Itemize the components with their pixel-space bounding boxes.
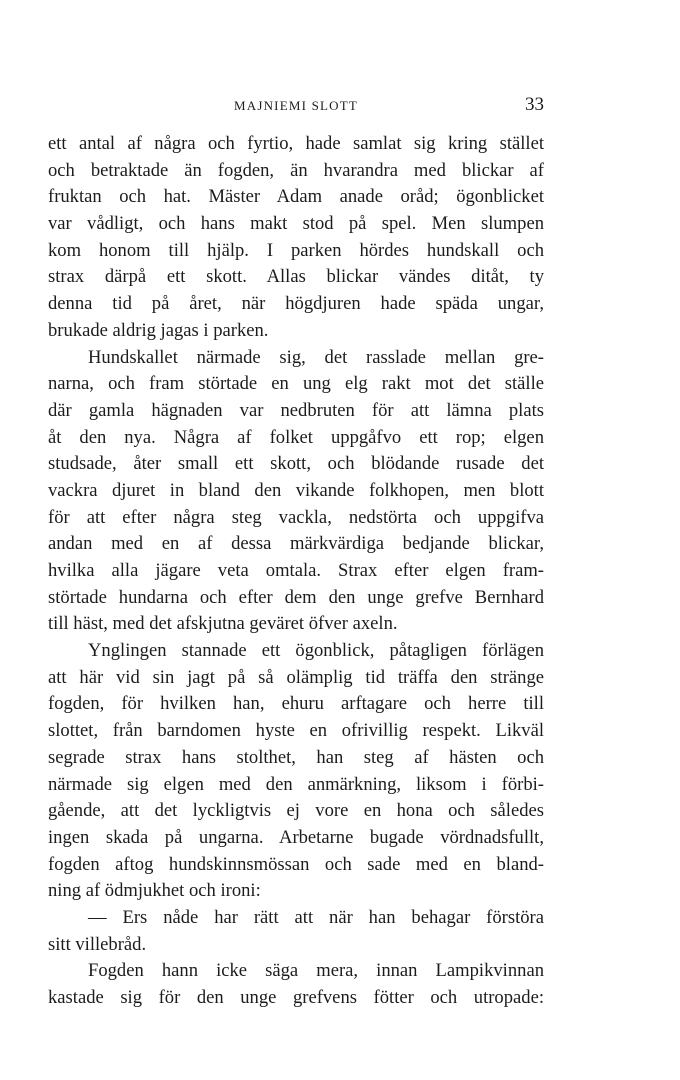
text-line: narna, och fram störtade en ung elg rakt mot det ställe xyxy=(48,373,544,395)
page-number: 33 xyxy=(525,94,544,115)
text-line: för att efter några steg vackla, nedstörta och uppgifva xyxy=(48,506,544,528)
text-line: andan med en af dessa märkvärdiga bedjande blickar, xyxy=(48,533,544,555)
text-line: slottet, från barndomen hyste en ofrivillig respekt. Likväl xyxy=(48,720,544,742)
text-line: strax därpå ett skott. Allas blickar vändes ditåt, ty xyxy=(48,266,544,288)
text-line: Fogden hann icke säga mera, innan Lampikvinnan xyxy=(88,960,544,982)
text-line: fogden aftog hundskinnsmössan och sade med en bland- xyxy=(48,853,544,875)
text-line: där gamla hägnaden var nedbruten för att lämna plats xyxy=(48,399,544,421)
text-line: ning af ödmjukhet och ironi: xyxy=(48,880,261,902)
body-text xyxy=(48,131,544,1012)
text-line: denna tid på året, när högdjuren hade späda ungar, xyxy=(48,293,544,315)
text-line: kom honom till hjälp. I parken hördes hundskall och xyxy=(48,239,544,261)
text-line: sitt villebråd. xyxy=(48,933,147,955)
text-line: åt den nya. Några af folket uppgåfvo ett rop; elgen xyxy=(48,426,544,448)
text-line: fogden, för hvilken han, ehuru arftagare och herre till xyxy=(48,693,544,715)
text-line: Hundskallet närmade sig, det rasslade mellan gre- xyxy=(88,346,544,368)
text-line: segrade strax hans stolthet, han steg af hästen och xyxy=(48,746,544,768)
text-line: brukade aldrig jagas i parken. xyxy=(48,319,269,341)
text-line: att här vid sin jagt på så olämplig tid träffa den stränge xyxy=(48,666,544,688)
text-line: kastade sig för den unge grefvens fötter och utropade: xyxy=(48,987,544,1008)
text-line: — Ers nåde har rätt att när han behagar förstöra xyxy=(88,906,544,928)
text-line: fruktan och hat. Mäster Adam anade oråd; ögonblicket xyxy=(48,186,544,208)
text-line: störtade hundarna och efter dem den unge grefve Bernhard xyxy=(48,586,544,608)
text-line: ingen skada på ungarna. Arbetarne bugade vördnadsfullt, xyxy=(48,826,544,848)
text-line: vackra djuret in bland den vikande folkhopen, men blott xyxy=(48,479,544,501)
running-title: MAJNIEMI SLOTT xyxy=(233,98,359,113)
text-line: gående, att det lyckligtvis ej vore en hona och således xyxy=(48,800,544,822)
text-line: närmade sig elgen med den anmärkning, liksom i förbi- xyxy=(48,773,544,795)
page-header xyxy=(48,94,544,120)
text-line: var vådligt, och hans makt stod på spel. Men slumpen xyxy=(48,213,544,235)
text-line: studsade, åter small ett skott, och blödande rusade det xyxy=(48,453,544,475)
text-line: ett antal af några och fyrtio, hade samlat sig kring stället xyxy=(48,133,544,154)
text-line: till häst, med det afskjutna geväret öfver axeln. xyxy=(48,613,398,635)
text-line: Ynglingen stannade ett ögonblick, påtagligen förlägen xyxy=(88,640,544,662)
text-line: hvilka alla jägare veta omtala. Strax efter elgen fram- xyxy=(48,560,544,581)
text-line: och betraktade än fogden, än hvarandra med blickar af xyxy=(48,159,544,181)
